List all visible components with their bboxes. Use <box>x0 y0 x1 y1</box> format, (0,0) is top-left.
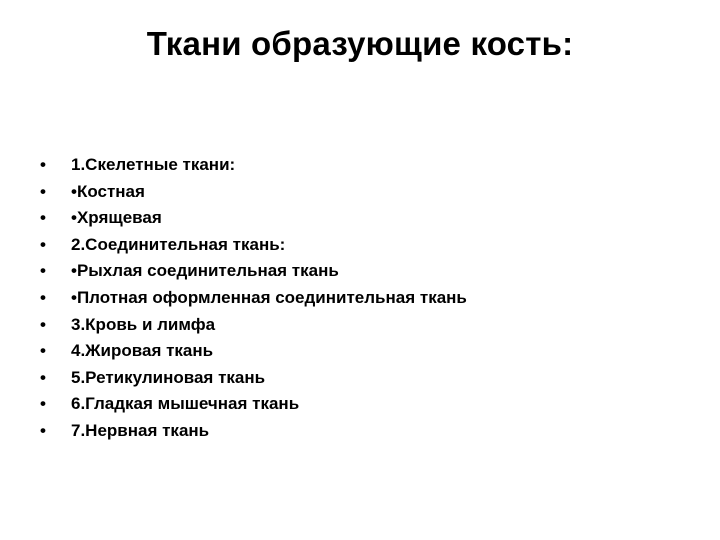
bullet-icon: • <box>40 420 46 440</box>
list-item-text: •Костная <box>71 181 145 201</box>
list-item-text: 5.Ретикулиновая ткань <box>71 367 266 387</box>
bullet-icon: • <box>40 394 46 414</box>
list-item-text: 1.Скелетные ткани: <box>71 155 236 174</box>
bullet-icon: • <box>40 367 46 387</box>
list-item-text: •Плотная оформленная соединительная ткань <box>71 287 467 307</box>
list-item <box>40 312 467 339</box>
list-item-text: 3.Кровь и лимфа <box>71 314 216 334</box>
bullet-icon: • <box>40 155 46 174</box>
list-item-text: •Рыхлая соединительная ткань <box>71 261 339 281</box>
bullet-icon: • <box>40 261 46 281</box>
bullet-icon: • <box>40 181 46 201</box>
list-item <box>40 391 467 418</box>
list-item-text: 2.Соединительная ткань: <box>71 234 286 254</box>
bullet-icon: • <box>40 208 46 228</box>
list-item <box>40 232 467 259</box>
list-item <box>40 418 467 445</box>
content-list <box>40 152 467 445</box>
list-item-text: 7.Нервная ткань <box>71 420 210 440</box>
slide-title: Ткани образующие кость: <box>146 25 574 62</box>
list-item-text: •Хрящевая <box>71 208 162 228</box>
list-item <box>40 258 467 285</box>
list-item <box>40 179 467 206</box>
bullet-icon: • <box>40 314 46 334</box>
list-item-text: 4.Жировая ткань <box>71 341 214 361</box>
list-item <box>40 205 467 232</box>
list-item-text: 6.Гладкая мышечная ткань <box>71 394 300 414</box>
list-item <box>40 338 467 365</box>
list-item <box>40 365 467 392</box>
bullet-icon: • <box>40 341 46 361</box>
bullet-icon: • <box>40 234 46 254</box>
bullet-icon: • <box>40 287 46 307</box>
list-item <box>40 285 467 312</box>
list-item <box>40 152 467 179</box>
